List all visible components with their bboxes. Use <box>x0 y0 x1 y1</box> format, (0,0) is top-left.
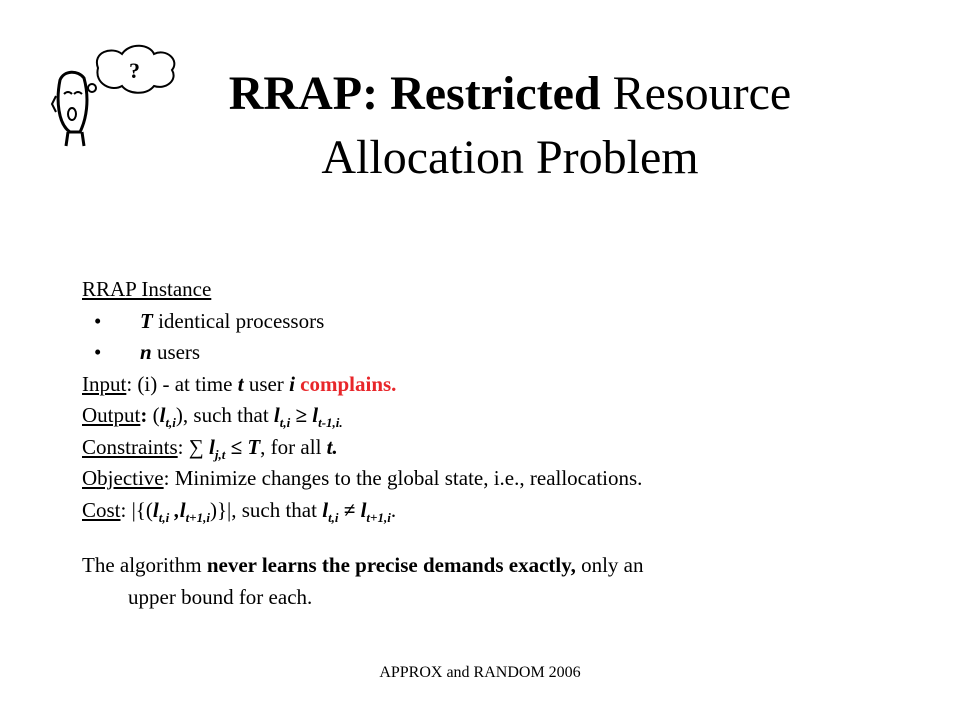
algorithm-line-1: The algorithm never learns the precise demands exactly, only an <box>82 553 644 577</box>
title-regular-part: Resource <box>600 67 792 120</box>
constraints-line: Constraints: ∑ $l_{j,t} \le T$, for all t. <box>82 434 338 462</box>
title-line-2: Allocation Problem <box>321 131 699 184</box>
input-line: Input: (i) - at time t user i complains. <box>82 371 397 396</box>
bullet-users: • n users <box>82 337 902 369</box>
output-line: Output: $(l_{t,i})$, such that $l_{t,i} \ge l_{t-1,i.}$ <box>82 403 343 430</box>
objective-line: Objective: Minimize changes to the global state, i.e., reallocations. <box>82 466 643 490</box>
instance-heading: RRAP Instance <box>82 277 212 301</box>
bullet-dot: • <box>94 308 102 333</box>
footer-text: APPROX and RANDOM 2006 <box>379 664 581 681</box>
bullet-dot: • <box>94 340 102 364</box>
cost-line: Cost: $|\{(l_{t,i}$ $,l_{t+1,i})\}|$, such that $l_{t,i} \ne l_{t+1,i}$. <box>82 497 397 525</box>
slide-body <box>82 274 902 613</box>
title-bold-part: RRAP: Restricted <box>228 67 601 120</box>
bubble-question-mark: ? <box>129 58 140 83</box>
algorithm-line-2: upper bound for each. <box>128 584 313 609</box>
bullet-processors: • T identical processors <box>82 306 902 338</box>
slide-title <box>140 62 880 190</box>
